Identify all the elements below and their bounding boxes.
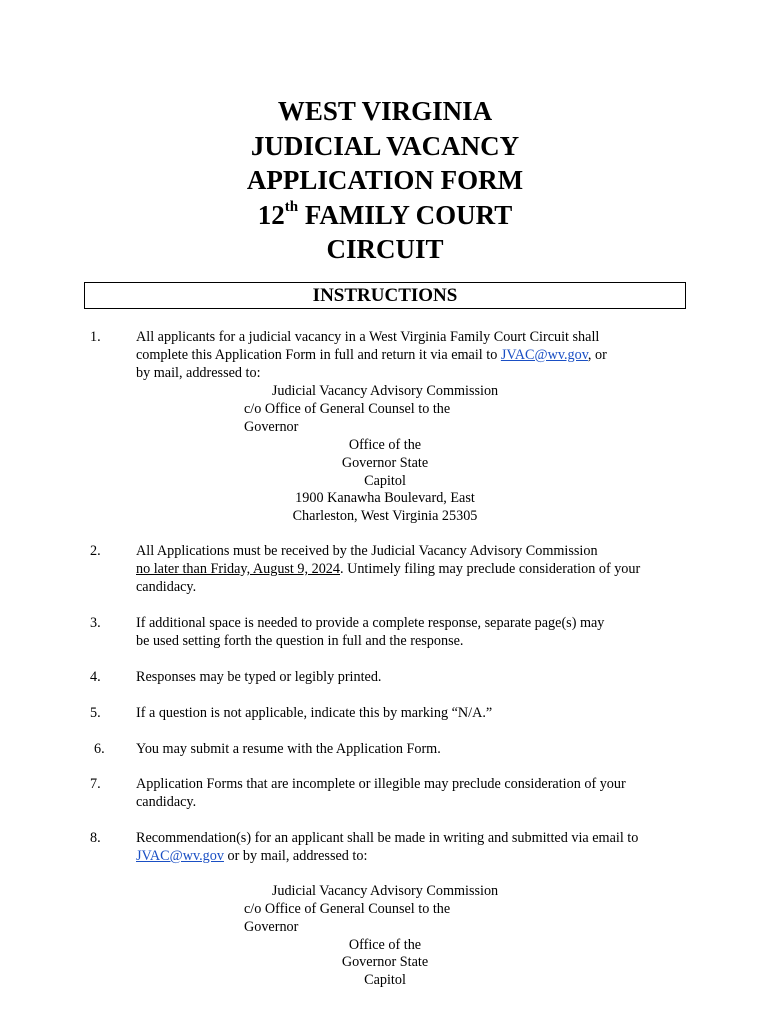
title-line-3: APPLICATION FORM [246, 165, 524, 195]
title-ordinal-suffix: th [284, 198, 299, 215]
address-1-line-7: 1900 Kanawha Boulevard, East [295, 490, 475, 506]
instructions-heading-box [84, 282, 686, 309]
address-2-line-2: c/o Office of General Counsel to the [244, 901, 451, 917]
item-8-text-b: or by mail, addressed to: [223, 847, 368, 864]
address-1-line-1: Judicial Vacancy Advisory Commission [271, 383, 499, 399]
item-2-line-a: All Applications must be received by the Judicial Vacancy Advisory Commission [136, 543, 598, 559]
title-line-4 [0, 198, 770, 233]
item-5-number: 5. [90, 705, 101, 721]
address-1-line-4: Office of the [348, 437, 422, 453]
item-5: If a question is not applicable, indicate this by marking “N/A.” [136, 705, 493, 721]
item-7-line-a: Application Forms that are incomplete or illegible may preclude consideration of your [136, 776, 626, 792]
item-1 [136, 329, 696, 382]
item-1-number: 1. [90, 329, 101, 345]
item-3-line-b: be used setting forth the question in full and the response. [136, 632, 464, 649]
item-6-number: 6. [94, 741, 105, 757]
item-2-line-c: candidacy. [136, 578, 197, 595]
item-8-email-link[interactable]: JVAC@wv.gov [136, 847, 224, 864]
item-1-email-link[interactable]: JVAC@wv.gov [500, 346, 588, 363]
title-line-2: JUDICIAL VACANCY [250, 130, 520, 161]
item-2-text-b: . Untimely filing may preclude consideration of your [340, 560, 641, 577]
item-3-line-a: If additional space is needed to provide a complete response, separate page(s) may [136, 615, 605, 631]
address-2-line-3: Governor [244, 919, 299, 935]
address-2-line-4: Office of the [348, 937, 422, 953]
item-1-line-d: by mail, addressed to: [136, 364, 261, 381]
item-3 [136, 615, 696, 651]
item-1-line-a: All applicants for a judicial vacancy in a West Virginia Family Court Circuit shall [136, 329, 600, 345]
item-2-number: 2. [90, 543, 101, 559]
item-8-line-a: Recommendation(s) for an applicant shall be made in writing and submitted via email to [136, 830, 639, 846]
item-4-number: 4. [90, 669, 101, 685]
item-4: Responses may be typed or legibly printed. [136, 669, 382, 685]
item-2-deadline: no later than Friday, August 9, 2024 [136, 560, 340, 577]
item-6: You may submit a resume with the Application Form. [136, 741, 441, 757]
item-7-line-b: candidacy. [136, 793, 197, 810]
document-title [0, 94, 770, 267]
address-2-line-6: Capitol [364, 972, 406, 988]
item-7 [136, 776, 696, 812]
address-2-line-5: Governor State [341, 954, 429, 970]
item-8-number: 8. [90, 830, 101, 846]
item-8-line-b [136, 848, 696, 866]
item-2-line-b [136, 561, 696, 579]
address-1-line-3: Governor [244, 419, 299, 435]
item-2 [136, 543, 696, 596]
instructions-heading: INSTRUCTIONS [312, 285, 458, 306]
item-1-text-c: , or [587, 346, 607, 363]
title-line-5: CIRCUIT [326, 234, 444, 264]
item-8 [136, 830, 696, 866]
address-1-line-5: Governor State [341, 455, 429, 471]
title-line-1: WEST VIRGINIA [277, 96, 493, 126]
title-family-court: FAMILY COURT [298, 199, 513, 230]
item-1-line-b [136, 347, 696, 365]
item-3-number: 3. [90, 615, 101, 631]
address-1-line-8: Charleston, West Virginia 25305 [292, 508, 478, 524]
address-1-line-2: c/o Office of General Counsel to the [244, 401, 451, 417]
address-2-line-1: Judicial Vacancy Advisory Commission [271, 883, 499, 899]
item-7-number: 7. [90, 776, 101, 792]
item-1-text-b: complete this Application Form in full and return it via email to [136, 346, 501, 363]
address-1-line-6: Capitol [364, 473, 406, 489]
title-circuit-number: 12 [257, 199, 285, 230]
